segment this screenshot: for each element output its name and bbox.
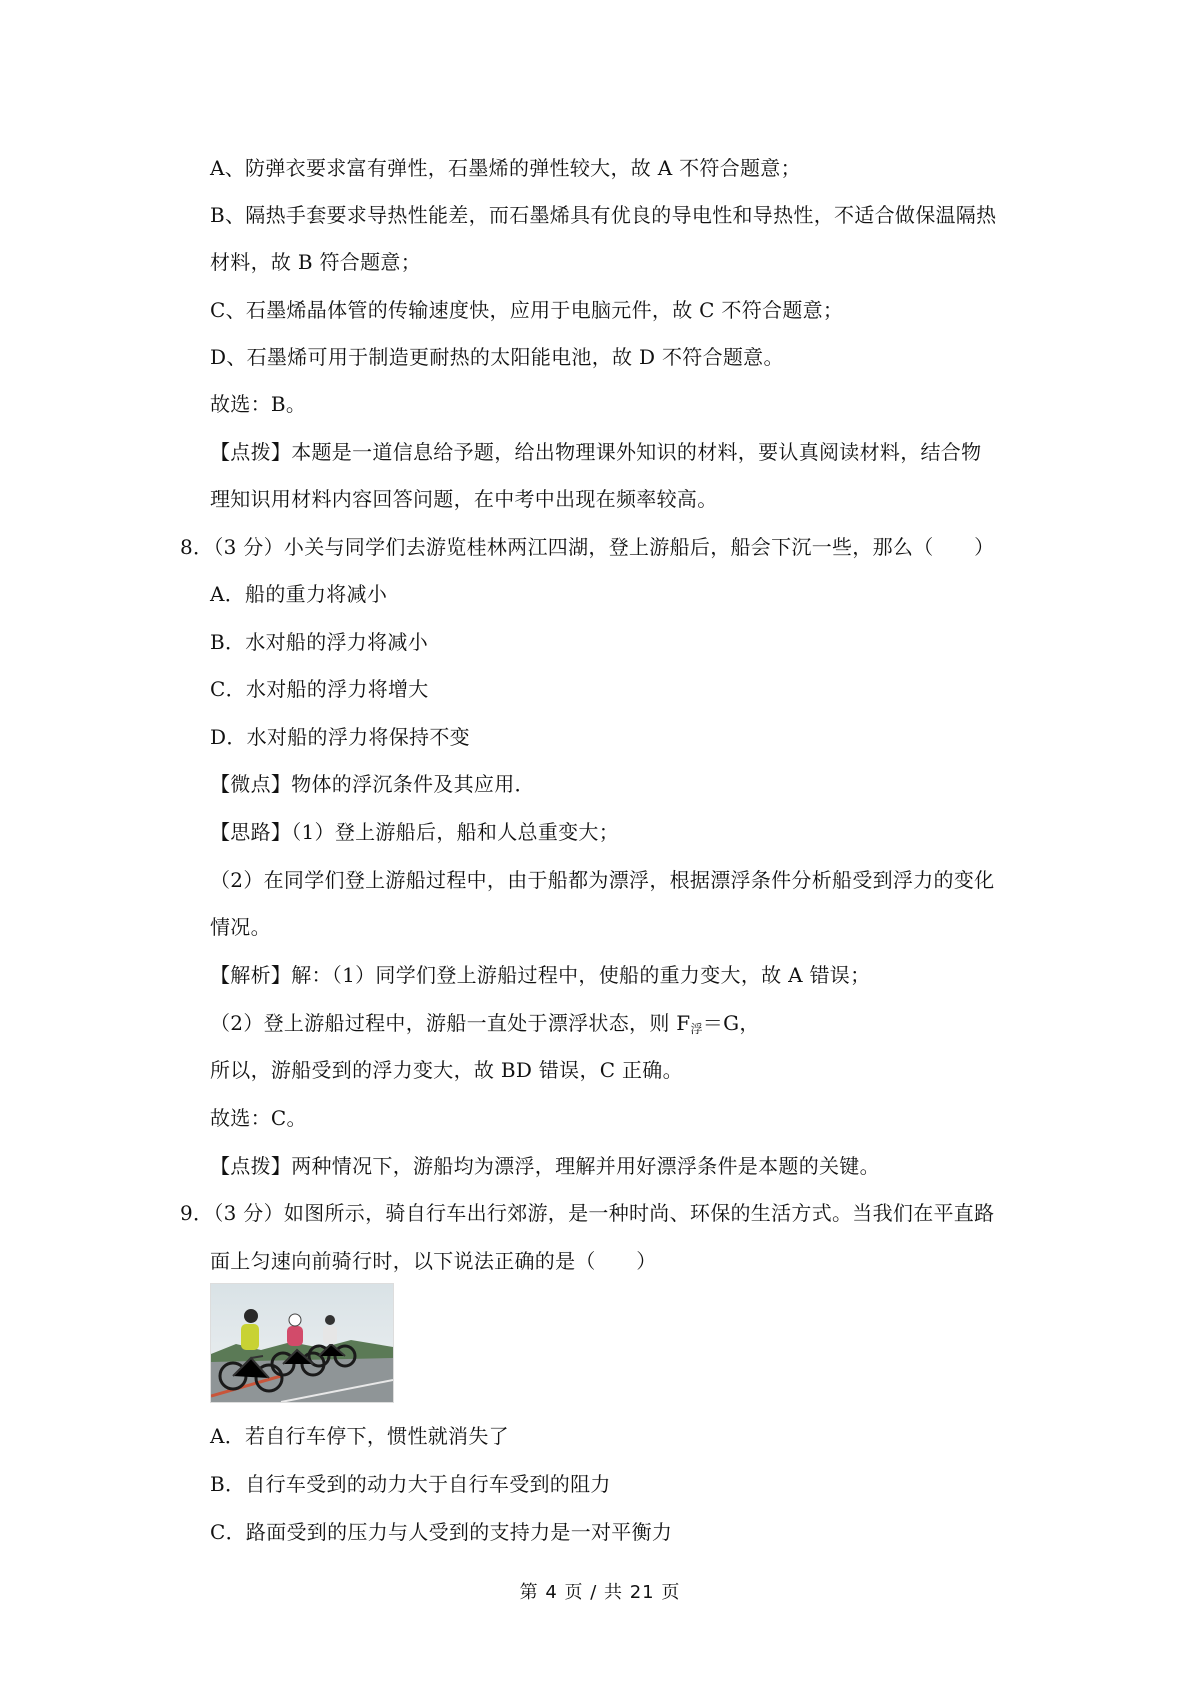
q8-idea-line1: 【思路】（1）登上游船后，船和人总重变大； <box>210 820 620 844</box>
q8-analysis-line2-end: ＝G， <box>702 1011 760 1035</box>
q8-option-c: C．水对船的浮力将增大 <box>210 677 429 701</box>
q8-analysis-line2-text: （2）登上游船过程中，游船一直处于漂浮状态，则 F <box>210 1011 691 1035</box>
cyclists-photo <box>210 1283 394 1403</box>
q8-knowledge-point: 【微点】物体的浮沉条件及其应用． <box>210 772 535 796</box>
q8-stem: 8．（3 分）小关与同学们去游览桂林两江四湖，登上游船后，船会下沉一些，那么（ ） <box>180 535 995 559</box>
q9-stem-line2: 面上匀速向前骑行时，以下说法正确的是（ ） <box>210 1249 657 1273</box>
page-footer: 第 4 页 / 共 21 页 <box>519 1582 681 1603</box>
q7-answer: 故选：B。 <box>210 392 307 416</box>
q9-option-a: A．若自行车停下，惯性就消失了 <box>210 1424 509 1448</box>
q9-option-c: C．路面受到的压力与人受到的支持力是一对平衡力 <box>210 1520 673 1544</box>
buoyancy-subscript: 浮 <box>690 1022 703 1036</box>
q8-analysis-line1: 【解析】解：（1）同学们登上游船过程中，使船的重力变大，故 A 错误； <box>210 963 871 987</box>
q8-option-d: D．水对船的浮力将保持不变 <box>210 725 470 749</box>
q7-tip-line2: 理知识用材料内容回答问题，在中考中出现在频率较高。 <box>210 487 718 511</box>
q8-analysis-line3: 所以，游船受到的浮力变大，故 BD 错误，C 正确。 <box>210 1058 683 1082</box>
q9-stem-line1: 9．（3 分）如图所示，骑自行车出行郊游，是一种时尚、环保的生活方式。当我们在平直路 <box>180 1201 995 1225</box>
q7-option-d-explanation: D、石墨烯可用于制造更耐热的太阳能电池，故 D 不符合题意。 <box>210 345 784 369</box>
q7-option-b-explanation-line1: B、隔热手套要求导热性能差，而石墨烯具有优良的导电性和导热性，不适合做保温隔热 <box>210 203 997 227</box>
q9-option-b: B．自行车受到的动力大于自行车受到的阻力 <box>210 1472 611 1496</box>
q8-idea-line2: （2）在同学们登上游船过程中，由于船都为漂浮，根据漂浮条件分析船受到浮力的变化 <box>210 868 995 892</box>
q7-option-a-explanation: A、防弹衣要求富有弹性，石墨烯的弹性较大，故 A 不符合题意； <box>210 156 801 180</box>
q7-option-c-explanation: C、石墨烯晶体管的传输速度快，应用于电脑元件，故 C 不符合题意； <box>210 298 844 322</box>
q8-answer: 故选：C。 <box>210 1106 307 1130</box>
q8-option-b: B．水对船的浮力将减小 <box>210 630 428 654</box>
q7-tip-line1: 【点拨】本题是一道信息给予题，给出物理课外知识的材料，要认真阅读材料，结合物 <box>210 440 982 464</box>
q8-idea-line3: 情况。 <box>210 915 271 939</box>
q8-option-a: A．船的重力将减小 <box>210 582 388 606</box>
q8-tip: 【点拨】两种情况下，游船均为漂浮，理解并用好漂浮条件是本题的关键。 <box>210 1154 880 1178</box>
q8-analysis-line2 <box>210 1009 760 1043</box>
q7-option-b-explanation-line2: 材料，故 B 符合题意； <box>210 250 422 274</box>
